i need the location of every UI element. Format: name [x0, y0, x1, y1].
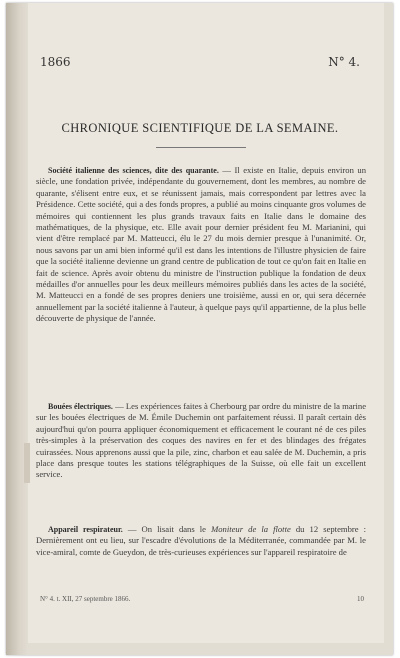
paragraph-appareil-respirateur [36, 524, 366, 558]
page-binding [6, 3, 28, 655]
header-issue-number: N° 4. [328, 55, 360, 69]
title-rule [156, 147, 246, 148]
paragraph-body: — Il existe en Italie, depuis environ un siècle, une fondation privée, indépendante du gouvernement, dont les membres, au nombre de quarante, s'élisent entre eux, et se réunissent jamais, mais correspondent par lettres avec la Présidence. Cette société, qui a des fonds propres, a publié au moins cinquante gros volumes de mémoires qui contiennent les plus grands travaux faits en Italie dans le domaine des mathématiques, de la physique, etc. Elle avait pour dernier président feu M. Marianini, qui vient d'être remplacé par M. Matteucci, élu le 27 du mois dernier presque à l'unanimité. Or, nous savons par un ami bien informé qu'il est dans les intentions de l'illustre physicien de faire que la société italienne devienne un grand centre de publication de tout ce qu'on fait en Italie en fait de science. Après avoir obtenu du ministre de l'instruction publique la fondation de deux médailles d'or annuelles pour les deux meilleurs mémoires publiés dans les actes de la société, M. Matteucci en a fondé de ses propres deniers une troisième, aussi en or, qui sera décernée annuellement par la société italienne à l'auteur, à quelque pays qu'il appartienne, de la plus belle découverte de physique de l'année. [36, 165, 366, 324]
paragraph-heading: Société italienne des sciences, dite des quarante. [48, 166, 219, 175]
paragraph-bouees-electriques [36, 401, 366, 481]
paragraph-heading: Appareil respirateur. [48, 525, 123, 534]
paragraph-heading: Bouées électriques. [48, 402, 113, 411]
footer-reference: N° 4. t. XII, 27 septembre 1866. [40, 595, 131, 603]
paper-fold [24, 443, 30, 483]
paragraph-journal-title: Moniteur de la flotte [211, 524, 291, 534]
paragraph-societe-italienne [36, 165, 366, 325]
paragraph-body-intro: — On lisait dans le [122, 524, 212, 534]
header-year: 1866 [40, 55, 71, 69]
paragraph-body: — Les expériences faites à Cherbourg par ordre du ministre de la marine sur les bouées électriques de M. Émile Duchemin ont parfaitement réussi. Il paraît certain dès aujourd'hui qu'on pourra appliquer économiquement et efficacement le courant né de ces piles très-simples à la préservation des coques des navires en fer et des blindages des frégates cuirassées. Nous apprenons aussi que la pile, zinc, charbon et eau salée de M. Duchemin, a pris place dans presque toutes les stations télégraphiques de la Suisse, où elle fait un excellent service. [36, 401, 367, 480]
page-title: CHRONIQUE SCIENTIFIQUE DE LA SEMAINE. [61, 121, 339, 135]
book-page [6, 3, 393, 655]
footer-signature-mark: 10 [357, 595, 364, 603]
paragraph-body: du 12 septembre : Dernièrement ont eu lieu, sur l'escadre d'évolutions de la Méditerranée, commandée par M. le vice-amiral, comte de Gueydon, de très-curieuses expériences sur l'appareil respiratoire de [36, 524, 367, 557]
